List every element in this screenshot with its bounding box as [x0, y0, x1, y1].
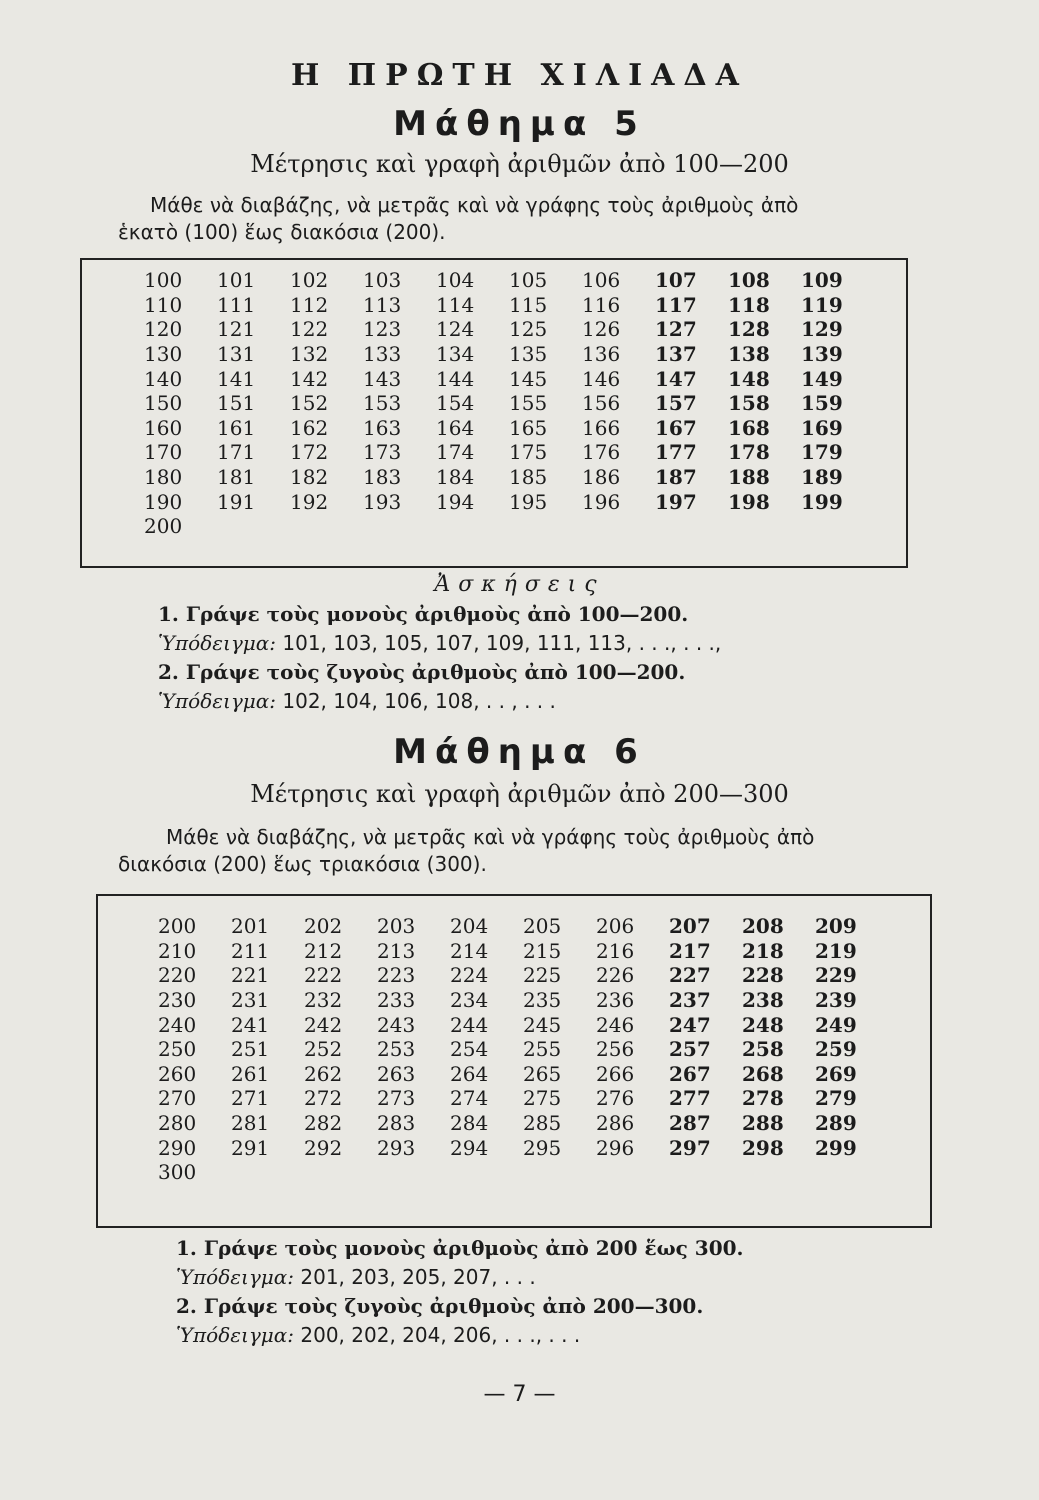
number-cell: 194	[436, 489, 475, 514]
number-cell: 132	[290, 342, 329, 367]
number-cell: 179	[801, 440, 843, 465]
number-cell: 268	[742, 1061, 784, 1086]
table-row	[144, 293, 874, 318]
number-cell: 177	[655, 440, 697, 465]
table-row	[144, 342, 874, 367]
number-cell: 186	[582, 465, 621, 490]
number-cell: 295	[523, 1135, 562, 1160]
number-cell: 213	[377, 938, 416, 963]
example-label: Ὑπόδειγμα:	[158, 689, 277, 713]
number-cell: 245	[523, 1012, 562, 1037]
number-cell: 172	[290, 440, 329, 465]
number-cell: 134	[436, 342, 475, 367]
number-cell: 154	[436, 391, 475, 416]
number-cell: 137	[655, 342, 697, 367]
number-cell: 207	[669, 914, 711, 939]
number-cell: 198	[728, 489, 770, 514]
number-cell: 275	[523, 1086, 562, 1111]
number-cell: 298	[742, 1135, 784, 1160]
number-cell: 259	[815, 1037, 857, 1062]
lesson-6-exercises	[176, 1234, 936, 1350]
table-row	[158, 1135, 888, 1160]
number-cell: 260	[158, 1061, 197, 1086]
number-cell: 167	[655, 415, 697, 440]
number-cell: 210	[158, 938, 197, 963]
number-cell: 223	[377, 963, 416, 988]
number-cell: 236	[596, 988, 635, 1013]
number-cell: 225	[523, 963, 562, 988]
lesson-5-number-table	[144, 268, 874, 539]
example-value: 101, 103, 105, 107, 109, 111, 113, . . ., . . .,	[282, 631, 722, 655]
number-cell: 113	[363, 292, 402, 317]
number-cell: 294	[450, 1135, 489, 1160]
number-cell: 249	[815, 1012, 857, 1037]
number-cell: 123	[363, 317, 402, 342]
number-cell: 247	[669, 1012, 711, 1037]
number-cell: 258	[742, 1037, 784, 1062]
number-cell: 141	[217, 366, 256, 391]
number-cell: 261	[231, 1061, 270, 1086]
number-cell: 109	[801, 268, 843, 293]
number-cell: 130	[144, 342, 183, 367]
number-cell: 231	[231, 988, 270, 1013]
lesson-5-example-2	[158, 687, 918, 716]
number-cell: 200	[158, 914, 197, 939]
number-cell: 251	[231, 1037, 270, 1062]
number-cell: 201	[231, 914, 270, 939]
number-cell: 229	[815, 963, 857, 988]
number-cell: 273	[377, 1086, 416, 1111]
number-cell: 103	[363, 268, 402, 293]
table-row	[158, 988, 888, 1013]
table-row	[144, 440, 874, 465]
number-cell: 178	[728, 440, 770, 465]
number-cell: 285	[523, 1111, 562, 1136]
number-cell: 250	[158, 1037, 197, 1062]
number-cell: 159	[801, 391, 843, 416]
part-title: Η ΠΡΩΤΗ ΧΙΛΙΑΔΑ	[291, 58, 748, 93]
number-cell: 211	[231, 938, 270, 963]
number-cell: 270	[158, 1086, 197, 1111]
number-cell: 155	[509, 391, 548, 416]
number-cell: 263	[377, 1061, 416, 1086]
number-cell: 253	[377, 1037, 416, 1062]
number-cell: 290	[158, 1135, 197, 1160]
table-row	[144, 391, 874, 416]
number-cell: 116	[582, 292, 621, 317]
number-cell: 143	[363, 366, 402, 391]
number-cell: 125	[509, 317, 548, 342]
lesson-5-exercise-2: 2. Γράψε τοὺς ζυγοὺς ἀριθμοὺς ἀπὸ 100—200.	[158, 660, 686, 684]
number-cell: 235	[523, 988, 562, 1013]
table-row	[158, 963, 888, 988]
number-cell: 100	[144, 268, 183, 293]
example-value: 201, 203, 205, 207, . . .	[300, 1265, 536, 1289]
number-cell: 147	[655, 366, 697, 391]
number-cell: 212	[304, 938, 343, 963]
lesson-6-intro	[118, 824, 938, 878]
number-cell: 115	[509, 292, 548, 317]
number-cell: 214	[450, 938, 489, 963]
number-cell: 184	[436, 465, 475, 490]
number-cell: 241	[231, 1012, 270, 1037]
number-cell: 296	[596, 1135, 635, 1160]
number-cell: 282	[304, 1111, 343, 1136]
lesson-6-subtitle: Μέτρησις καὶ γραφὴ ἀριθμῶν ἀπὸ 200—300	[250, 780, 789, 808]
number-cell: 105	[509, 268, 548, 293]
number-cell: 278	[742, 1086, 784, 1111]
number-cell: 274	[450, 1086, 489, 1111]
number-cell: 192	[290, 489, 329, 514]
number-cell: 161	[217, 415, 256, 440]
number-cell: 286	[596, 1111, 635, 1136]
number-cell: 242	[304, 1012, 343, 1037]
lesson-6-example-2	[176, 1321, 936, 1350]
number-cell: 269	[815, 1061, 857, 1086]
number-cell: 291	[231, 1135, 270, 1160]
number-cell: 168	[728, 415, 770, 440]
number-cell: 129	[801, 317, 843, 342]
lesson-5-intro-line1: Μάθε νὰ διαβάζης, νὰ μετρᾶς καὶ νὰ γράφης τοὺς ἀριθμοὺς ἀπὸ	[150, 193, 799, 217]
number-cell: 262	[304, 1061, 343, 1086]
number-cell: 297	[669, 1135, 711, 1160]
number-cell: 200	[144, 514, 183, 539]
number-cell: 272	[304, 1086, 343, 1111]
number-cell: 216	[596, 938, 635, 963]
number-cell: 222	[304, 963, 343, 988]
number-cell: 148	[728, 366, 770, 391]
lesson-5-subtitle: Μέτρησις καὶ γραφὴ ἀριθμῶν ἀπὸ 100—200	[250, 150, 789, 178]
number-cell: 133	[363, 342, 402, 367]
number-cell: 233	[377, 988, 416, 1013]
number-cell: 266	[596, 1061, 635, 1086]
table-row	[144, 317, 874, 342]
number-cell: 218	[742, 938, 784, 963]
number-cell: 121	[217, 317, 256, 342]
lesson-6-exercise-2: 2. Γράψε τοὺς ζυγοὺς ἀριθμοὺς ἀπὸ 200—300.	[176, 1294, 704, 1318]
lesson-5-exercises	[158, 600, 918, 716]
number-cell: 252	[304, 1037, 343, 1062]
number-cell: 153	[363, 391, 402, 416]
number-cell: 217	[669, 938, 711, 963]
number-cell: 118	[728, 292, 770, 317]
number-cell: 276	[596, 1086, 635, 1111]
number-cell: 208	[742, 914, 784, 939]
number-cell: 175	[509, 440, 548, 465]
number-cell: 239	[815, 988, 857, 1013]
number-cell: 283	[377, 1111, 416, 1136]
number-cell: 279	[815, 1086, 857, 1111]
number-cell: 203	[377, 914, 416, 939]
exercises-heading: Ἀσκήσεις	[434, 572, 605, 597]
number-cell: 267	[669, 1061, 711, 1086]
example-label: Ὑπόδειγμα:	[176, 1265, 295, 1289]
table-row	[158, 939, 888, 964]
number-cell: 102	[290, 268, 329, 293]
table-row	[144, 465, 874, 490]
number-cell: 265	[523, 1061, 562, 1086]
table-row	[144, 366, 874, 391]
example-label: Ὑπόδειγμα:	[176, 1323, 295, 1347]
number-cell: 112	[290, 292, 329, 317]
number-cell: 209	[815, 914, 857, 939]
number-cell: 228	[742, 963, 784, 988]
number-cell: 145	[509, 366, 548, 391]
lesson-6-number-table	[158, 914, 888, 1185]
number-cell: 197	[655, 489, 697, 514]
number-cell: 199	[801, 489, 843, 514]
table-row	[144, 268, 874, 293]
number-cell: 234	[450, 988, 489, 1013]
table-row	[158, 1037, 888, 1062]
lesson-6-number-table-frame	[96, 894, 932, 1228]
number-cell: 144	[436, 366, 475, 391]
number-cell: 246	[596, 1012, 635, 1037]
number-cell: 152	[290, 391, 329, 416]
number-cell: 173	[363, 440, 402, 465]
number-cell: 289	[815, 1111, 857, 1136]
number-cell: 188	[728, 465, 770, 490]
table-row	[144, 416, 874, 441]
table-row	[144, 514, 874, 539]
number-cell: 180	[144, 465, 183, 490]
lesson-6-intro-line1: Μάθε νὰ διαβάζης, νὰ μετρᾶς καὶ νὰ γράφης τοὺς ἀριθμοὺς ἀπὸ	[166, 825, 815, 849]
number-cell: 149	[801, 366, 843, 391]
number-cell: 142	[290, 366, 329, 391]
number-cell: 204	[450, 914, 489, 939]
number-cell: 190	[144, 489, 183, 514]
number-cell: 140	[144, 366, 183, 391]
table-row	[158, 1111, 888, 1136]
number-cell: 287	[669, 1111, 711, 1136]
number-cell: 195	[509, 489, 548, 514]
lesson-5-title: Μάθημα 5	[393, 104, 646, 144]
number-cell: 219	[815, 938, 857, 963]
number-cell: 138	[728, 342, 770, 367]
number-cell: 224	[450, 963, 489, 988]
number-cell: 238	[742, 988, 784, 1013]
number-cell: 215	[523, 938, 562, 963]
number-cell: 193	[363, 489, 402, 514]
lesson-5-exercise-1: 1. Γράψε τοὺς μονοὺς ἀριθμοὺς ἀπὸ 100—200.	[158, 602, 689, 626]
number-cell: 205	[523, 914, 562, 939]
number-cell: 220	[158, 963, 197, 988]
number-cell: 166	[582, 415, 621, 440]
number-cell: 202	[304, 914, 343, 939]
number-cell: 107	[655, 268, 697, 293]
number-cell: 181	[217, 465, 256, 490]
table-row	[158, 914, 888, 939]
number-cell: 164	[436, 415, 475, 440]
lesson-6-exercise-1: 1. Γράψε τοὺς μονοὺς ἀριθμοὺς ἀπὸ 200 ἕως 300.	[176, 1236, 744, 1260]
number-cell: 248	[742, 1012, 784, 1037]
number-cell: 288	[742, 1111, 784, 1136]
number-cell: 256	[596, 1037, 635, 1062]
number-cell: 257	[669, 1037, 711, 1062]
number-cell: 243	[377, 1012, 416, 1037]
number-cell: 126	[582, 317, 621, 342]
number-cell: 171	[217, 440, 256, 465]
example-label: Ὑπόδειγμα:	[158, 631, 277, 655]
number-cell: 189	[801, 465, 843, 490]
number-cell: 165	[509, 415, 548, 440]
number-cell: 196	[582, 489, 621, 514]
number-cell: 300	[158, 1160, 197, 1185]
number-cell: 160	[144, 415, 183, 440]
number-cell: 124	[436, 317, 475, 342]
example-value: 102, 104, 106, 108, . . , . . .	[282, 689, 556, 713]
lesson-5-intro	[118, 192, 938, 246]
number-cell: 170	[144, 440, 183, 465]
number-cell: 117	[655, 292, 697, 317]
number-cell: 284	[450, 1111, 489, 1136]
number-cell: 151	[217, 391, 256, 416]
number-cell: 182	[290, 465, 329, 490]
number-cell: 136	[582, 342, 621, 367]
number-cell: 226	[596, 963, 635, 988]
number-cell: 128	[728, 317, 770, 342]
number-cell: 139	[801, 342, 843, 367]
table-row	[144, 489, 874, 514]
number-cell: 106	[582, 268, 621, 293]
number-cell: 254	[450, 1037, 489, 1062]
number-cell: 264	[450, 1061, 489, 1086]
table-row	[158, 1062, 888, 1087]
example-value: 200, 202, 204, 206, . . ., . . .	[300, 1323, 581, 1347]
number-cell: 185	[509, 465, 548, 490]
number-cell: 131	[217, 342, 256, 367]
number-cell: 255	[523, 1037, 562, 1062]
lesson-5-number-table-frame	[80, 258, 908, 568]
number-cell: 169	[801, 415, 843, 440]
number-cell: 157	[655, 391, 697, 416]
number-cell: 163	[363, 415, 402, 440]
number-cell: 280	[158, 1111, 197, 1136]
number-cell: 221	[231, 963, 270, 988]
number-cell: 174	[436, 440, 475, 465]
number-cell: 292	[304, 1135, 343, 1160]
page-number: — 7 —	[483, 1382, 556, 1407]
number-cell: 146	[582, 366, 621, 391]
number-cell: 150	[144, 391, 183, 416]
number-cell: 176	[582, 440, 621, 465]
lesson-5-intro-line2: ἑκατὸ (100) ἕως διακόσια (200).	[118, 220, 446, 244]
number-cell: 120	[144, 317, 183, 342]
lesson-5-example-1	[158, 629, 918, 658]
number-cell: 240	[158, 1012, 197, 1037]
table-row	[158, 1086, 888, 1111]
table-row	[158, 1012, 888, 1037]
number-cell: 104	[436, 268, 475, 293]
number-cell: 114	[436, 292, 475, 317]
number-cell: 127	[655, 317, 697, 342]
number-cell: 293	[377, 1135, 416, 1160]
number-cell: 232	[304, 988, 343, 1013]
number-cell: 110	[144, 292, 183, 317]
lesson-6-example-1	[176, 1263, 936, 1292]
number-cell: 119	[801, 292, 843, 317]
number-cell: 158	[728, 391, 770, 416]
number-cell: 122	[290, 317, 329, 342]
number-cell: 271	[231, 1086, 270, 1111]
table-row	[158, 1160, 888, 1185]
number-cell: 191	[217, 489, 256, 514]
number-cell: 183	[363, 465, 402, 490]
number-cell: 230	[158, 988, 197, 1013]
number-cell: 227	[669, 963, 711, 988]
number-cell: 244	[450, 1012, 489, 1037]
number-cell: 108	[728, 268, 770, 293]
number-cell: 237	[669, 988, 711, 1013]
number-cell: 299	[815, 1135, 857, 1160]
number-cell: 135	[509, 342, 548, 367]
lesson-6-title: Μάθημα 6	[393, 732, 646, 772]
number-cell: 156	[582, 391, 621, 416]
number-cell: 187	[655, 465, 697, 490]
number-cell: 277	[669, 1086, 711, 1111]
number-cell: 206	[596, 914, 635, 939]
number-cell: 162	[290, 415, 329, 440]
lesson-6-intro-line2: διακόσια (200) ἕως τριακόσια (300).	[118, 852, 487, 876]
number-cell: 111	[217, 292, 256, 317]
number-cell: 281	[231, 1111, 270, 1136]
number-cell: 101	[217, 268, 256, 293]
